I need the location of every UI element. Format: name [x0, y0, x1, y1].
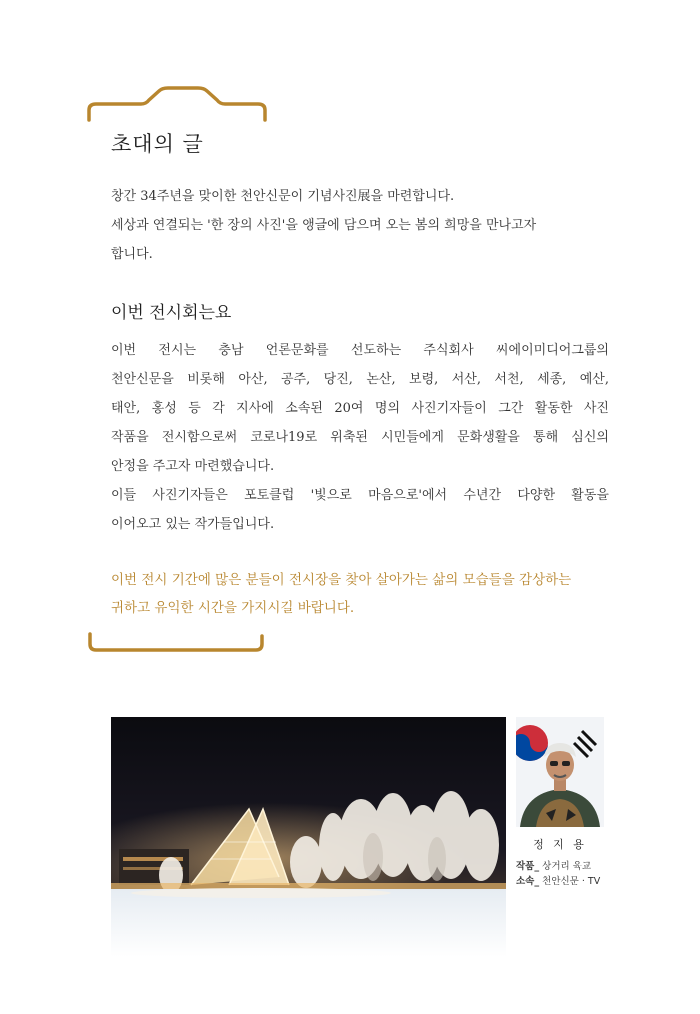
work-credit	[516, 858, 626, 872]
exhibition-photo	[111, 717, 506, 957]
closing-line: 귀하고 유익한 시간을 가지시길 바랍니다.	[111, 600, 355, 616]
body-line: 작품을 전시함으로써 코로나19로 위축된 시민들에게 문화생활을 통해 심신의	[111, 430, 609, 445]
photographer-name: 정 지 용	[533, 838, 587, 851]
camera-frame-ornament	[86, 84, 268, 124]
intro-line: 합니다.	[111, 247, 153, 262]
closing-message	[111, 566, 611, 622]
work-label: 작품_	[516, 861, 540, 872]
page-title: 초대의 글	[111, 132, 204, 156]
body-line: 이번 전시는 충남 언론문화를 선도하는 주식회사 씨에이미디어그룹의	[111, 343, 609, 358]
bottom-bracket-ornament	[88, 632, 266, 654]
closing-line: 이번 전시 기간에 많은 분들이 전시장을 찾아 살아가는 삶의 모습들을 감상하는	[111, 572, 572, 588]
section-heading: 이번 전시회는요	[111, 303, 232, 323]
affiliation-value: 천안신문 · TV	[542, 876, 601, 887]
intro-line: 세상과 연결되는 '한 장의 사진'을 앵글에 담으며 오는 봄의 희망을 만나고자	[111, 218, 537, 233]
photographer-portrait	[516, 717, 604, 827]
affiliation-credit	[516, 873, 626, 887]
body-line: 천안신문을 비롯해 아산, 공주, 당진, 논산, 보령, 서산, 서천, 세종, 예산,	[111, 372, 609, 387]
work-title: 상거리 육교	[542, 861, 592, 872]
body-line: 태안, 홍성 등 각 지사에 소속된 20여 명의 사진기자들이 그간 활동한 사진	[111, 401, 609, 416]
body-line: 이어오고 있는 작가들입니다.	[111, 517, 275, 532]
intro-paragraph	[111, 182, 609, 269]
affiliation-label: 소속_	[516, 876, 540, 887]
intro-line: 창간 34주년을 맞이한 천안신문이 기념사진展을 마련합니다.	[111, 189, 455, 204]
body-line: 안정을 주고자 마련했습니다.	[111, 459, 275, 474]
body-line: 이들 사진기자들은 포토클럽 '빛으로 마음으로'에서 수년간 다양한 활동을	[111, 488, 609, 503]
body-paragraph	[111, 336, 609, 539]
